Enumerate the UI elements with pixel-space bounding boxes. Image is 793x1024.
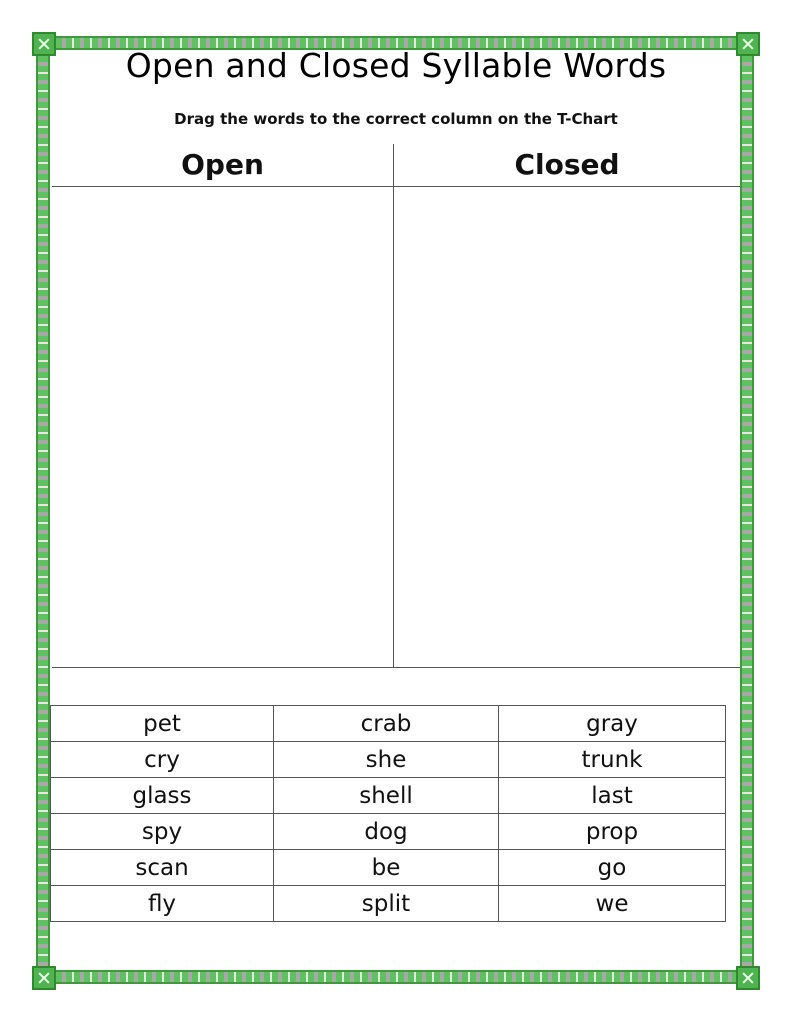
tchart-divider bbox=[393, 144, 394, 667]
draggable-word[interactable]: dog bbox=[274, 814, 499, 850]
draggable-word[interactable]: pet bbox=[51, 706, 274, 742]
word-bank-row bbox=[51, 742, 726, 778]
word-bank-row bbox=[51, 886, 726, 922]
draggable-word[interactable]: be bbox=[274, 850, 499, 886]
draggable-word[interactable]: prop bbox=[499, 814, 726, 850]
worksheet-title: Open and Closed Syllable Words bbox=[125, 46, 667, 85]
draggable-word[interactable]: shell bbox=[274, 778, 499, 814]
draggable-word[interactable]: crab bbox=[274, 706, 499, 742]
draggable-word[interactable]: spy bbox=[51, 814, 274, 850]
worksheet-instructions: Drag the words to the correct column on the T-Chart bbox=[174, 110, 618, 128]
open-drop-zone[interactable] bbox=[52, 188, 392, 666]
border-right-decoration bbox=[740, 38, 754, 986]
closed-drop-zone[interactable] bbox=[395, 188, 739, 666]
draggable-word[interactable]: she bbox=[274, 742, 499, 778]
draggable-word[interactable]: trunk bbox=[499, 742, 726, 778]
word-bank-table bbox=[50, 705, 726, 922]
word-bank-row bbox=[51, 778, 726, 814]
border-left-decoration bbox=[36, 38, 50, 986]
draggable-word[interactable]: fly bbox=[51, 886, 274, 922]
tchart-header-line bbox=[52, 186, 740, 187]
draggable-word[interactable]: cry bbox=[51, 742, 274, 778]
draggable-word[interactable]: gray bbox=[499, 706, 726, 742]
tchart-heading-closed: Closed bbox=[514, 148, 620, 181]
draggable-word[interactable]: split bbox=[274, 886, 499, 922]
tchart-bottom-line bbox=[52, 667, 740, 668]
border-bottom-decoration bbox=[38, 970, 758, 984]
word-bank-row bbox=[51, 814, 726, 850]
draggable-word[interactable]: go bbox=[499, 850, 726, 886]
draggable-word[interactable]: scan bbox=[51, 850, 274, 886]
draggable-word[interactable]: last bbox=[499, 778, 726, 814]
word-bank-row bbox=[51, 850, 726, 886]
word-bank-row bbox=[51, 706, 726, 742]
draggable-word[interactable]: we bbox=[499, 886, 726, 922]
draggable-word[interactable]: glass bbox=[51, 778, 274, 814]
corner-ornament-icon bbox=[32, 966, 56, 990]
corner-ornament-icon bbox=[736, 966, 760, 990]
tchart-heading-open: Open bbox=[181, 148, 264, 181]
